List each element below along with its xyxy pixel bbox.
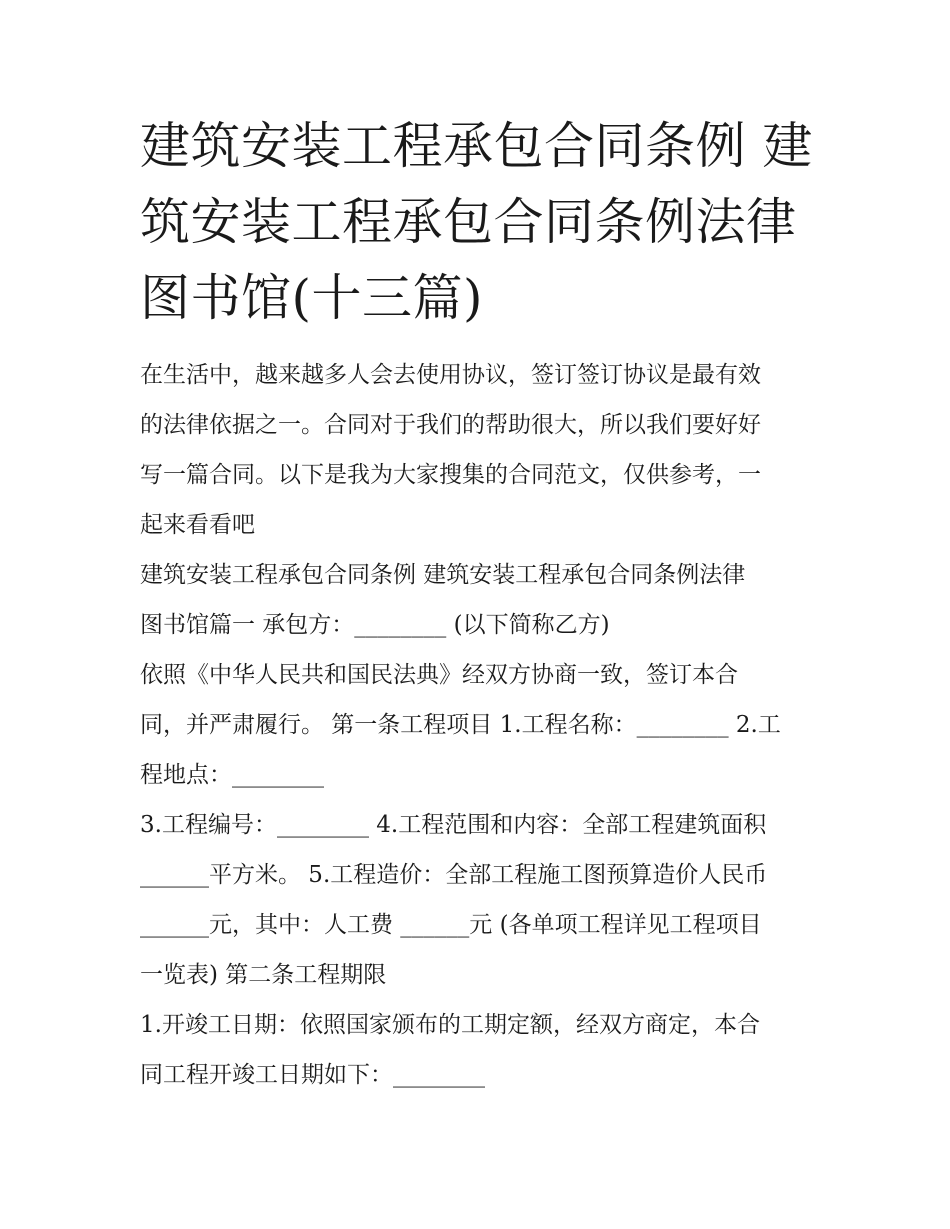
title-line: 筑安装工程承包合同条例法律 <box>140 193 797 251</box>
body-line: 一览表) 第二条工程期限 <box>140 962 387 988</box>
body-line: 建筑安装工程承包合同条例 建筑安装工程承包合同条例法律 <box>140 562 746 588</box>
body-line: ______元，其中：人工费 ______元 (各单项工程详见工程项目 <box>140 912 762 938</box>
body-line: 同，并严肃履行。 第一条工程项目 1.工程名称：________ 2.工 <box>140 712 781 738</box>
document-body <box>140 350 820 1100</box>
body-line: 同工程开竣工日期如下：________ <box>140 1062 485 1088</box>
body-line: 图书馆篇一 承包方：________ (以下简称乙方) <box>140 612 610 638</box>
title-line: 建筑安装工程承包合同条例 建 <box>140 117 813 175</box>
title-line: 图书馆(十三篇) <box>140 269 484 327</box>
body-line: 依照《中华人民共和国民法典》经双方协商一致，签订本合 <box>140 662 738 688</box>
document-page <box>140 108 820 1100</box>
body-line: 程地点：________ <box>140 762 324 788</box>
body-line: 的法律依据之一。合同对于我们的帮助很大，所以我们要好好 <box>140 412 761 438</box>
body-line: 写一篇合同。以下是我为大家搜集的合同范文，仅供参考，一 <box>140 462 761 488</box>
body-line: 1.开竣工日期：依照国家颁布的工期定额，经双方商定，本合 <box>140 1012 760 1038</box>
body-line: ______平方米。 5.工程造价：全部工程施工图预算造价人民币 <box>140 862 768 888</box>
document-title <box>140 108 820 336</box>
body-line: 3.工程编号：________ 4.工程范围和内容：全部工程建筑面积 <box>140 812 767 838</box>
body-line: 在生活中，越来越多人会去使用协议，签订签订协议是最有效 <box>140 362 761 388</box>
body-line: 起来看看吧 <box>140 512 255 538</box>
